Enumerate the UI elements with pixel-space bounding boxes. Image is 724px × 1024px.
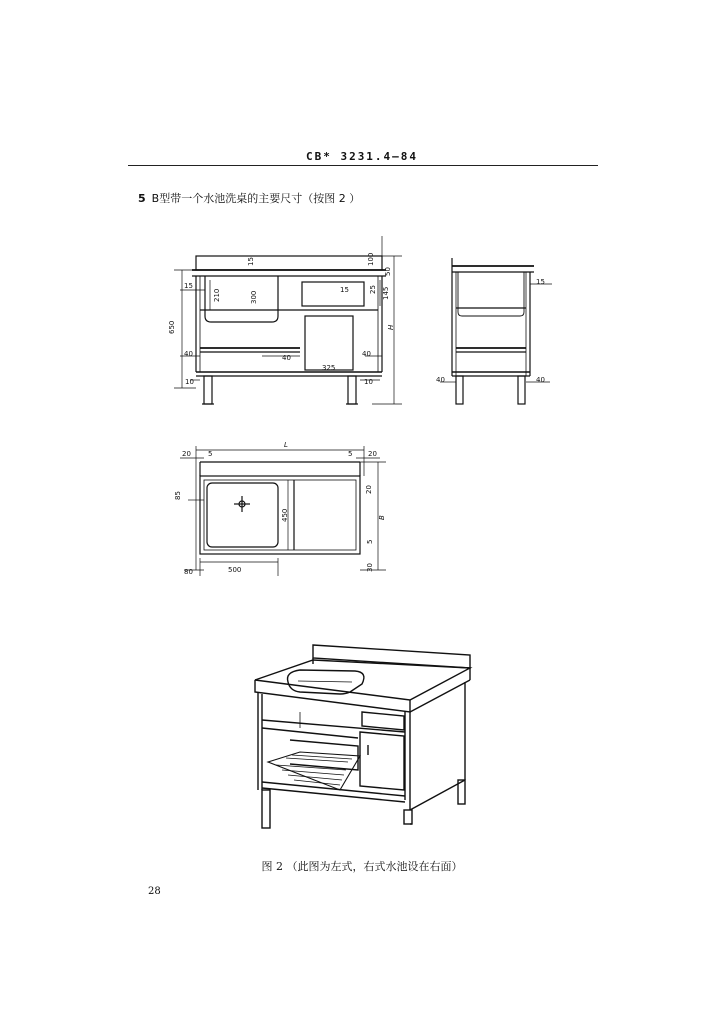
dim-15-left: 15 <box>184 282 193 290</box>
dim-40-right: 40 <box>362 350 371 358</box>
dim-100: 100 <box>367 252 375 266</box>
top-dim-450: 450 <box>281 508 289 522</box>
dim-10-left: 10 <box>185 378 194 386</box>
dim-L-length: L <box>284 441 288 449</box>
dim-650: 650 <box>168 320 176 334</box>
top-dim-5-side: 5 <box>366 539 374 544</box>
front-view-drawing <box>192 256 386 404</box>
dim-325: 325 <box>322 364 336 372</box>
dim-B-width: B <box>378 515 386 520</box>
top-dim-30-bottom: 30 <box>366 563 374 572</box>
dim-50: 50 <box>384 267 392 276</box>
front-view-labels <box>168 253 395 386</box>
side-dim-15: 15 <box>536 278 545 286</box>
dim-40-shelf: 40 <box>282 354 291 362</box>
top-dim-500: 500 <box>228 566 242 574</box>
section-number: 5 <box>138 192 146 205</box>
dim-145: 145 <box>382 286 390 300</box>
dim-25: 25 <box>369 285 377 294</box>
dim-210: 210 <box>213 288 221 302</box>
top-dim-20-side: 20 <box>365 485 373 494</box>
dim-H-height: H <box>387 324 395 330</box>
top-dim-5-left: 5 <box>208 450 213 458</box>
side-dim-40-left: 40 <box>436 376 445 384</box>
top-dim-80: 80 <box>184 568 193 576</box>
top-dim-20-right: 20 <box>368 450 377 458</box>
standard-code: CB* 3231.4—84 <box>305 150 419 163</box>
dim-40-left: 40 <box>184 350 193 358</box>
top-dim-20-left: 20 <box>182 450 191 458</box>
side-dim-40-right: 40 <box>536 376 545 384</box>
top-view-labels <box>174 441 386 576</box>
isometric-sink-drawing <box>255 645 470 828</box>
top-dim-5-right: 5 <box>348 450 353 458</box>
top-dim-85: 85 <box>174 491 182 500</box>
section-title: B型带一个水池洗桌的主要尺寸（按图 2 ） <box>151 192 361 205</box>
dim-300: 300 <box>250 290 258 304</box>
top-view-drawing <box>200 462 360 554</box>
dim-15-top: 15 <box>247 257 255 266</box>
side-view-drawing <box>452 258 534 404</box>
figure-caption: 图 2 （此图为左式，右式水池设在右面） <box>261 860 463 873</box>
dim-15-drawer: 15 <box>340 286 349 294</box>
dim-10-right: 10 <box>364 378 373 386</box>
side-view-dimension-lines <box>440 284 552 382</box>
page-number: 28 <box>148 886 161 897</box>
